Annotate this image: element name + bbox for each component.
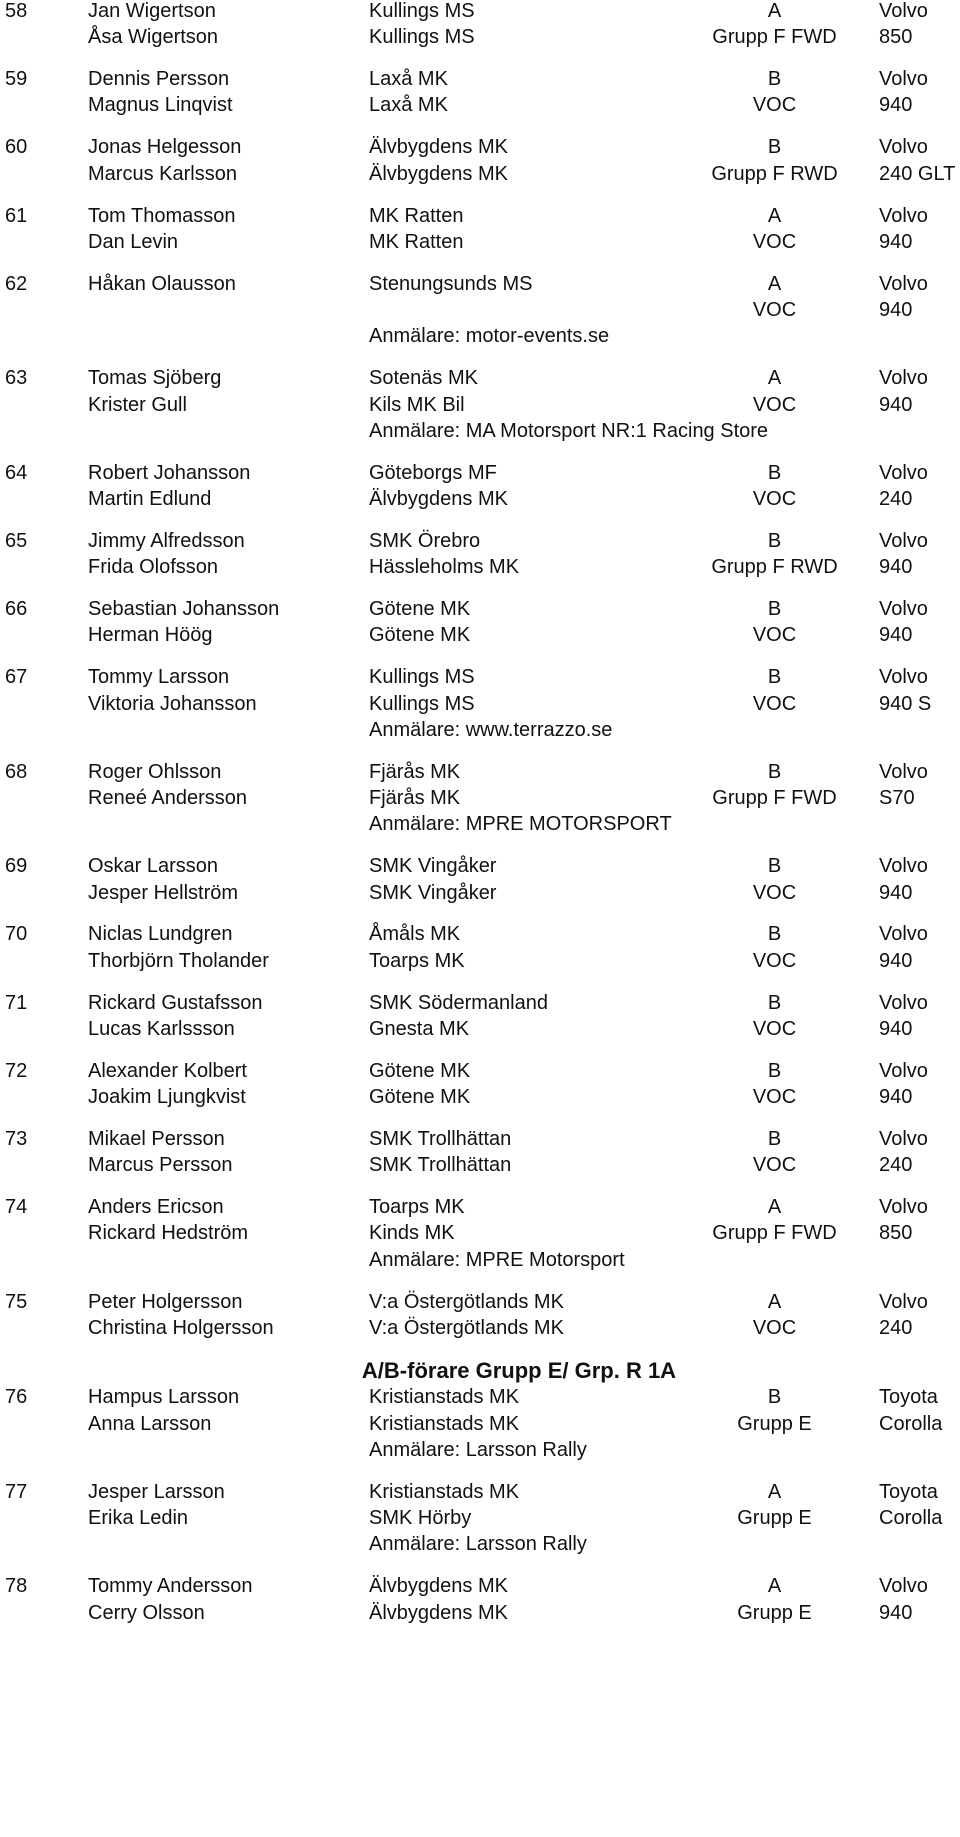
club-name: Götene MK [369,598,471,621]
entry-line [0,1600,960,1626]
club-name: SMK Södermanland [369,991,548,1014]
entry-line [0,92,960,118]
entry-line [0,1315,960,1341]
car-label: 240 [879,1154,913,1177]
driver-name: Martin Edlund [88,488,212,511]
car-label: 240 [879,1316,913,1339]
club-name: SMK Vingåker [369,881,497,904]
club-name: Kullings MS [369,666,475,689]
club-name: Kristianstads MK [369,1480,520,1503]
start-number: 58 [5,0,28,22]
car-label: Volvo [879,666,928,689]
car-label: Volvo [879,136,928,159]
car-label: Volvo [879,991,928,1014]
entry-line [0,1194,960,1220]
entrant-note: Anmälare: MPRE MOTORSPORT [369,813,672,836]
driver-name: Jonas Helgesson [88,136,242,159]
entry-line [0,1531,960,1557]
car-label: Toyota [879,1480,938,1503]
class-label: VOC [752,1086,797,1109]
entry-line [0,880,960,906]
entry-block [0,1289,960,1342]
start-number: 69 [5,855,28,878]
club-name: Älvbygdens MK [369,162,508,185]
entry-line [0,203,960,229]
entry-block [0,664,960,743]
class-label: VOC [752,624,797,647]
car-label: 940 [879,94,913,117]
club-name: SMK Örebro [369,529,481,552]
club-name: Kristianstads MK [369,1386,520,1409]
driver-name: Christina Holgersson [88,1316,274,1339]
class-label: VOC [752,94,797,117]
class-label: VOC [752,393,797,416]
entry-line [0,392,960,418]
car-label: Volvo [879,1290,928,1313]
driver-name: Rickard Gustafsson [88,991,263,1014]
club-name: Åmåls MK [369,923,461,946]
driver-name: Niclas Lundgren [88,923,233,946]
class-label: VOC [752,488,797,511]
driver-name: Tommy Andersson [88,1575,253,1598]
class-label: A [767,1196,782,1219]
start-number: 68 [5,760,28,783]
entry-line [0,460,960,486]
car-label: Volvo [879,529,928,552]
entry-line [0,948,960,974]
entrant-note: Anmälare: Larsson Rally [369,1438,587,1461]
driver-name: Magnus Linqvist [88,94,233,117]
club-name: Götene MK [369,1059,471,1082]
driver-name: Erika Ledin [88,1507,189,1530]
car-label: 940 [879,556,913,579]
entry-line [0,297,960,323]
driver-name: Sebastian Johansson [88,598,280,621]
entry-line [0,1126,960,1152]
start-number: 60 [5,136,28,159]
entry-line [0,1058,960,1084]
start-number: 59 [5,68,28,91]
class-label: VOC [752,1017,797,1040]
entry-block [0,66,960,119]
start-number: 64 [5,461,28,484]
driver-name: Herman Höög [88,624,213,647]
car-label: 940 [879,1086,913,1109]
class-label: Grupp F FWD [712,787,837,810]
class-label: VOC [752,1154,797,1177]
driver-name: Frida Olofsson [88,556,219,579]
car-label: 940 [879,299,913,322]
entry-line [0,66,960,92]
car-label: 940 [879,624,913,647]
entry-line [0,1220,960,1246]
entry-block [0,203,960,256]
class-label: VOC [752,949,797,972]
car-label: Volvo [879,68,928,91]
entry-line [0,622,960,648]
entry-block [0,921,960,974]
entry-line [0,1411,960,1437]
car-label: Corolla [879,1507,943,1530]
entry-block [0,365,960,444]
class-label: Grupp F RWD [711,162,838,185]
class-label: B [767,1386,782,1409]
club-name: Stenungsunds MS [369,272,533,295]
club-name: Laxå MK [369,94,448,117]
class-label: A [767,0,782,22]
club-name: Göteborgs MF [369,461,497,484]
driver-name: Roger Ohlsson [88,760,222,783]
class-label: A [767,272,782,295]
car-label: Volvo [879,1128,928,1150]
entry-block [0,0,960,51]
entry-block [0,271,960,350]
start-number: 67 [5,666,28,689]
driver-name: Håkan Olausson [88,272,236,295]
driver-name: Hampus Larsson [88,1386,240,1409]
driver-name: Alexander Kolbert [88,1059,247,1082]
entry-line [0,1437,960,1463]
car-label: Volvo [879,0,928,22]
car-label: 850 [879,26,913,49]
driver-name: Tomas Sjöberg [88,367,222,390]
class-label: Grupp F RWD [711,556,838,579]
class-label: B [767,1059,782,1082]
club-name: SMK Hörby [369,1507,472,1530]
club-name: Älvbygdens MK [369,136,508,159]
class-label: VOC [752,881,797,904]
section-heading: A/B-förare Grupp E/ Grp. R 1A [361,1358,677,1384]
class-label: VOC [752,1316,797,1339]
car-label: 940 [879,230,913,253]
car-label: Volvo [879,461,928,484]
car-label: 940 [879,393,913,416]
entry-line [0,486,960,512]
driver-name: Robert Johansson [88,461,251,484]
entry-line [0,1247,960,1273]
class-label: B [767,136,782,159]
entry-line [0,1016,960,1042]
entry-block [0,759,960,838]
car-label: Volvo [879,598,928,621]
driver-name: Jan Wigertson [88,0,216,22]
club-name: Kristianstads MK [369,1412,520,1435]
entry-line [0,0,960,24]
driver-name: Reneé Andersson [88,787,248,810]
club-name: MK Ratten [369,204,464,227]
entry-block [0,853,960,906]
car-label: 240 GLT [879,162,956,185]
start-number: 77 [5,1480,28,1503]
class-label: B [767,598,782,621]
entry-line [0,161,960,187]
club-name: Kullings MS [369,26,475,49]
club-name: Toarps MK [369,949,465,972]
club-name: Älvbygdens MK [369,1575,508,1598]
entry-block [0,460,960,513]
entry-block [0,990,960,1043]
car-label: Corolla [879,1412,943,1435]
entry-block [0,528,960,581]
driver-name: Dennis Persson [88,68,230,91]
entry-line [0,24,960,50]
entry-line [0,811,960,837]
car-label: Volvo [879,1196,928,1219]
driver-name: Tommy Larsson [88,666,230,689]
entry-line [0,1479,960,1505]
car-label: 940 [879,881,913,904]
club-name: MK Ratten [369,230,464,253]
entry-line [0,1152,960,1178]
club-name: Hässleholms MK [369,556,520,579]
driver-name: Jesper Hellström [88,881,239,904]
entry-line [0,717,960,743]
class-label: VOC [752,692,797,715]
car-label: Toyota [879,1386,938,1409]
start-number: 63 [5,367,28,390]
entry-block [0,1194,960,1273]
car-label: Volvo [879,204,928,227]
class-label: A [767,367,782,390]
driver-name: Anna Larsson [88,1412,212,1435]
car-label: Volvo [879,1575,928,1598]
entry-block [0,1126,960,1179]
entry-line [0,528,960,554]
class-label: Grupp E [737,1412,812,1435]
car-label: Volvo [879,367,928,390]
car-label: 240 [879,488,913,511]
entrant-note: Anmälare: www.terrazzo.se [369,718,613,741]
driver-name: Tom Thomasson [88,204,236,227]
entry-line [0,1505,960,1531]
start-number: 73 [5,1128,28,1150]
entry-line [0,759,960,785]
club-name: Götene MK [369,1086,471,1109]
driver-name: Viktoria Johansson [88,692,257,715]
club-name: Toarps MK [369,1196,465,1219]
class-label: VOC [752,230,797,253]
driver-name: Anders Ericson [88,1196,224,1219]
club-name: V:a Östergötlands MK [369,1290,564,1313]
class-label: B [767,461,782,484]
driver-name: Joakim Ljungkvist [88,1086,246,1109]
start-number: 62 [5,272,28,295]
class-label: A [767,1290,782,1313]
entry-line [0,554,960,580]
club-name: Älvbygdens MK [369,488,508,511]
entry-block [0,596,960,649]
entry-line [0,271,960,297]
club-name: Kullings MS [369,0,475,22]
club-name: SMK Trollhättan [369,1154,512,1177]
driver-name: Peter Holgersson [88,1290,243,1313]
class-label: B [767,1128,782,1150]
driver-name: Rickard Hedström [88,1222,249,1245]
entry-line [0,323,960,349]
club-name: SMK Trollhättan [369,1128,512,1150]
class-label: B [767,855,782,878]
entry-line [0,596,960,622]
driver-name: Åsa Wigertson [88,26,219,49]
entry-line [0,990,960,1016]
class-label: B [767,923,782,946]
start-number: 76 [5,1386,28,1409]
club-name: Laxå MK [369,68,448,91]
entrant-note: Anmälare: Larsson Rally [369,1533,587,1556]
car-label: 940 S [879,692,932,715]
start-number: 70 [5,923,28,946]
club-name: Kils MK Bil [369,393,465,416]
class-label: B [767,760,782,783]
driver-name: Jesper Larsson [88,1480,225,1503]
car-label: Volvo [879,760,928,783]
class-label: A [767,204,782,227]
car-label: 850 [879,1222,913,1245]
entry-line [0,1084,960,1110]
class-label: A [767,1575,782,1598]
entry-line [0,1384,960,1410]
entry-block [0,1479,960,1558]
start-number: 71 [5,991,28,1014]
class-label: VOC [752,299,797,322]
driver-name: Thorbjörn Tholander [88,949,269,972]
entry-block [0,1573,960,1626]
club-name: Kullings MS [369,692,475,715]
driver-name: Dan Levin [88,230,179,253]
driver-name: Cerry Olsson [88,1601,205,1624]
entry-line [0,229,960,255]
entrant-note: Anmälare: MPRE Motorsport [369,1248,625,1271]
car-label: Volvo [879,923,928,946]
class-label: Grupp E [737,1601,812,1624]
entrant-note: Anmälare: MA Motorsport NR:1 Racing Store [369,419,769,442]
entry-line [0,365,960,391]
club-name: SMK Vingåker [369,855,497,878]
entry-line [0,418,960,444]
club-name: Älvbygdens MK [369,1601,508,1624]
class-label: Grupp F FWD [712,26,837,49]
club-name: Fjärås MK [369,787,461,810]
driver-name: Oskar Larsson [88,855,219,878]
entrant-note: Anmälare: motor-events.se [369,325,610,348]
car-label: S70 [879,787,915,810]
entry-line [0,921,960,947]
class-label: B [767,68,782,91]
club-name: Sotenäs MK [369,367,478,390]
entry-line [0,1573,960,1599]
club-name: Kinds MK [369,1222,455,1245]
class-label: Grupp F FWD [712,1222,837,1245]
car-label: 940 [879,1601,913,1624]
car-label: 940 [879,949,913,972]
entry-block [0,1058,960,1111]
entry-line [0,691,960,717]
club-name: Götene MK [369,624,471,647]
class-label: Grupp E [737,1507,812,1530]
entry-line [0,785,960,811]
entry-block [0,1384,960,1463]
driver-name: Marcus Persson [88,1154,233,1177]
entry-line [0,1289,960,1315]
start-number: 61 [5,204,28,227]
club-name: V:a Östergötlands MK [369,1316,564,1339]
start-number: 78 [5,1575,28,1598]
entry-line [0,664,960,690]
car-label: Volvo [879,1059,928,1082]
start-number: 72 [5,1059,28,1082]
class-label: B [767,666,782,689]
club-name: Fjärås MK [369,760,461,783]
entry-line [0,134,960,160]
class-label: A [767,1480,782,1503]
driver-name: Krister Gull [88,393,187,416]
start-number: 66 [5,598,28,621]
start-number: 75 [5,1290,28,1313]
start-number: 65 [5,529,28,552]
class-label: B [767,991,782,1014]
entry-block [0,134,960,187]
club-name: Gnesta MK [369,1017,470,1040]
driver-name: Lucas Karlssson [88,1017,235,1040]
class-label: B [767,529,782,552]
entry-line [0,853,960,879]
car-label: Volvo [879,855,928,878]
car-label: Volvo [879,272,928,295]
driver-name: Marcus Karlsson [88,162,237,185]
driver-name: Mikael Persson [88,1128,225,1150]
start-number: 74 [5,1196,28,1219]
car-label: 940 [879,1017,913,1040]
driver-name: Jimmy Alfredsson [88,529,245,552]
